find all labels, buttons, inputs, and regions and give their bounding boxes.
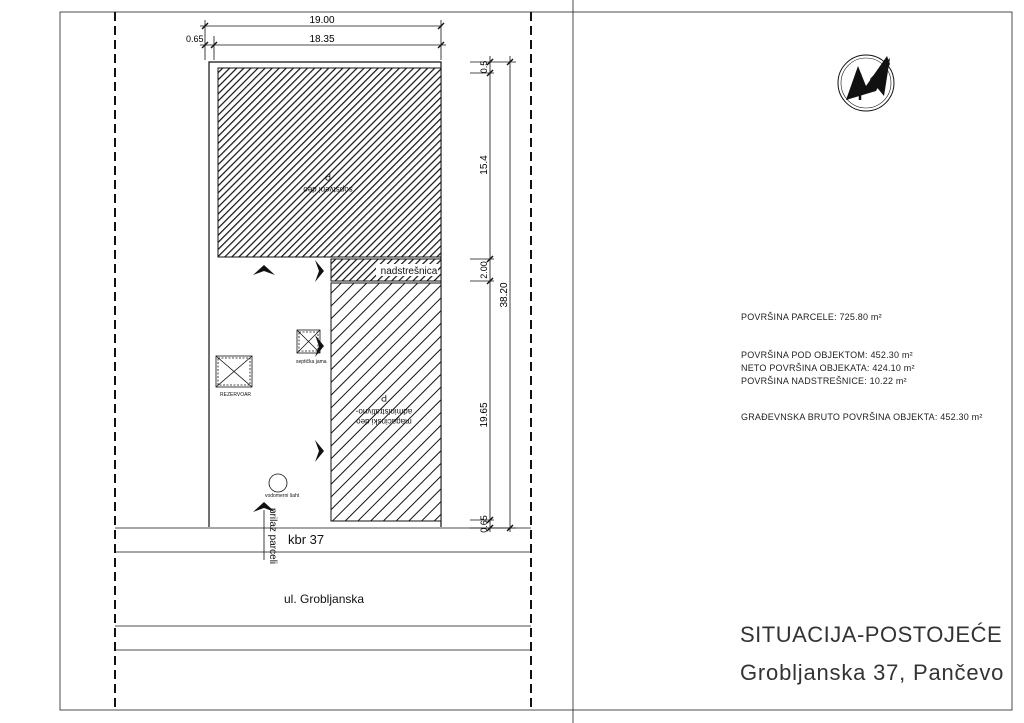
house-number: kbr 37 [288, 532, 325, 547]
net-area-text: NETO POVRŠINA OBJEKATA: 424.10 m² [741, 363, 915, 373]
lower-building-floor: P [380, 393, 388, 403]
entrance-arrow-3 [315, 335, 324, 357]
water-meter-label: vodomerni šaht [265, 493, 300, 499]
septic-tank-label: septička jama [296, 359, 327, 365]
dimension-height-total: 38.20 [499, 282, 510, 308]
water-meter-symbol [269, 474, 287, 492]
dimension-width-total: 19.00 [309, 15, 335, 26]
access-label: prilaz parceli [267, 508, 278, 565]
upper-building-name: sopstveni deo [303, 185, 353, 194]
dimension-height-bottom: 0.65 [479, 515, 489, 533]
dimension-height-upper: 15.4 [479, 155, 490, 175]
dimension-height-canopy: 2.00 [479, 261, 489, 279]
reservoir-symbol [216, 356, 252, 387]
north-arrow-icon [838, 55, 894, 111]
canopy-area-text: POVRŠINA NADSTREŠNICE: 10.22 m² [741, 376, 907, 386]
upper-building-floor: P [324, 172, 332, 182]
entrance-arrow-2 [315, 260, 324, 282]
dimension-height-top: 0.5 [479, 60, 489, 74]
drawing-title: SITUACIJA-POSTOJEĆE [740, 622, 1003, 647]
drawing-address: Grobljanska 37, Pančevo [740, 660, 1005, 685]
reservoir-label: REZERVOAR [220, 392, 252, 398]
dimension-height-lower: 19.65 [479, 402, 490, 428]
parcel-area-text: POVRŠINA PARCELE: 725.80 m² [741, 312, 882, 322]
entrance-arrow-1 [253, 265, 275, 275]
street-name: ul. Grobljanska [284, 592, 365, 606]
lower-building-name-line1: administrativno- [355, 407, 413, 416]
dimension-width-inner: 18.35 [309, 34, 335, 45]
upper-building [218, 68, 441, 257]
septic-tank-symbol [297, 330, 320, 353]
canopy-label: nadstrešnica [380, 266, 438, 277]
built-area-text: POVRŠINA POD OBJEKTOM: 452.30 m² [741, 350, 913, 360]
entrance-arrow-4 [315, 440, 324, 462]
sheet-border [60, 12, 1012, 710]
lower-building-name-line2: magacinski deo [356, 417, 412, 426]
dimension-width-offset: 0.65 [186, 34, 204, 44]
gross-area-text: GRAĐEVNSKA BRUTO POVRŠINA OBJEKTA: 452.30 m² [741, 412, 983, 422]
